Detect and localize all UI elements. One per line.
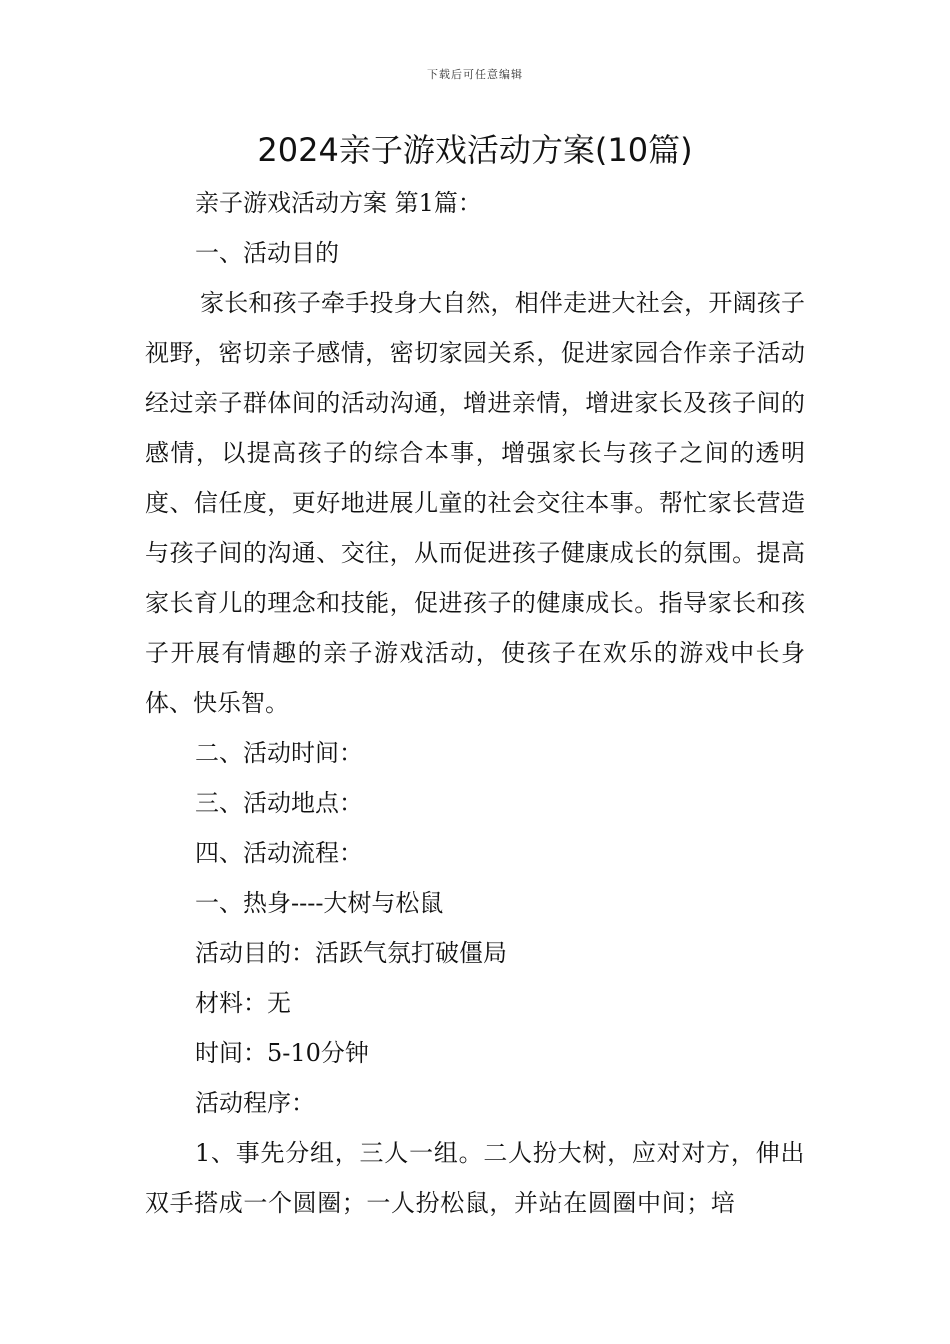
section-label: 亲子游戏活动方案 第1篇： [195, 189, 482, 217]
header-note: 下载后可任意编辑 [427, 68, 523, 81]
procedure-step-1: 1、事先分组，三人一组。二人扮大树，应对对方，伸出双手搭成一个圆圈；一人扮松鼠，并站在圆圈中间；培 [145, 1139, 805, 1217]
procedure-heading: 活动程序： [195, 1089, 315, 1117]
goal-heading: 一、活动目的 [195, 239, 339, 267]
time-heading: 二、活动时间： [195, 739, 363, 767]
document-body [145, 178, 805, 1228]
place-heading: 三、活动地点： [195, 789, 363, 817]
duration: 时间：5-10分钟 [195, 1039, 369, 1067]
process-heading: 四、活动流程： [195, 839, 363, 867]
document-title: 2024亲子游戏活动方案(10篇) [257, 131, 693, 169]
goal-paragraph: 家长和孩子牵手投身大自然，相伴走进大社会，开阔孩子视野，密切亲子感情，密切家园关系，促进家园合作亲子活动经过亲子群体间的活动沟通，增进亲情，增进家长及孩子间的感情，以提高孩子的综合本事，增强家长与孩子之间的透明度、信任度，更好地进展儿童的社会交往本事。帮忙家长营造与孩子间的沟通、交往，从而促进孩子健康成长的氛围。提高家长育儿的理念和技能，促进孩子的健康成长。指导家长和孩子开展有情趣的亲子游戏活动，使孩子在欢乐的游戏中长身体、快乐智。 [145, 289, 805, 717]
warmup-heading: 一、热身----大树与松鼠 [195, 889, 444, 917]
materials: 材料：无 [195, 989, 291, 1017]
activity-goal: 活动目的：活跃气氛打破僵局 [195, 939, 507, 967]
